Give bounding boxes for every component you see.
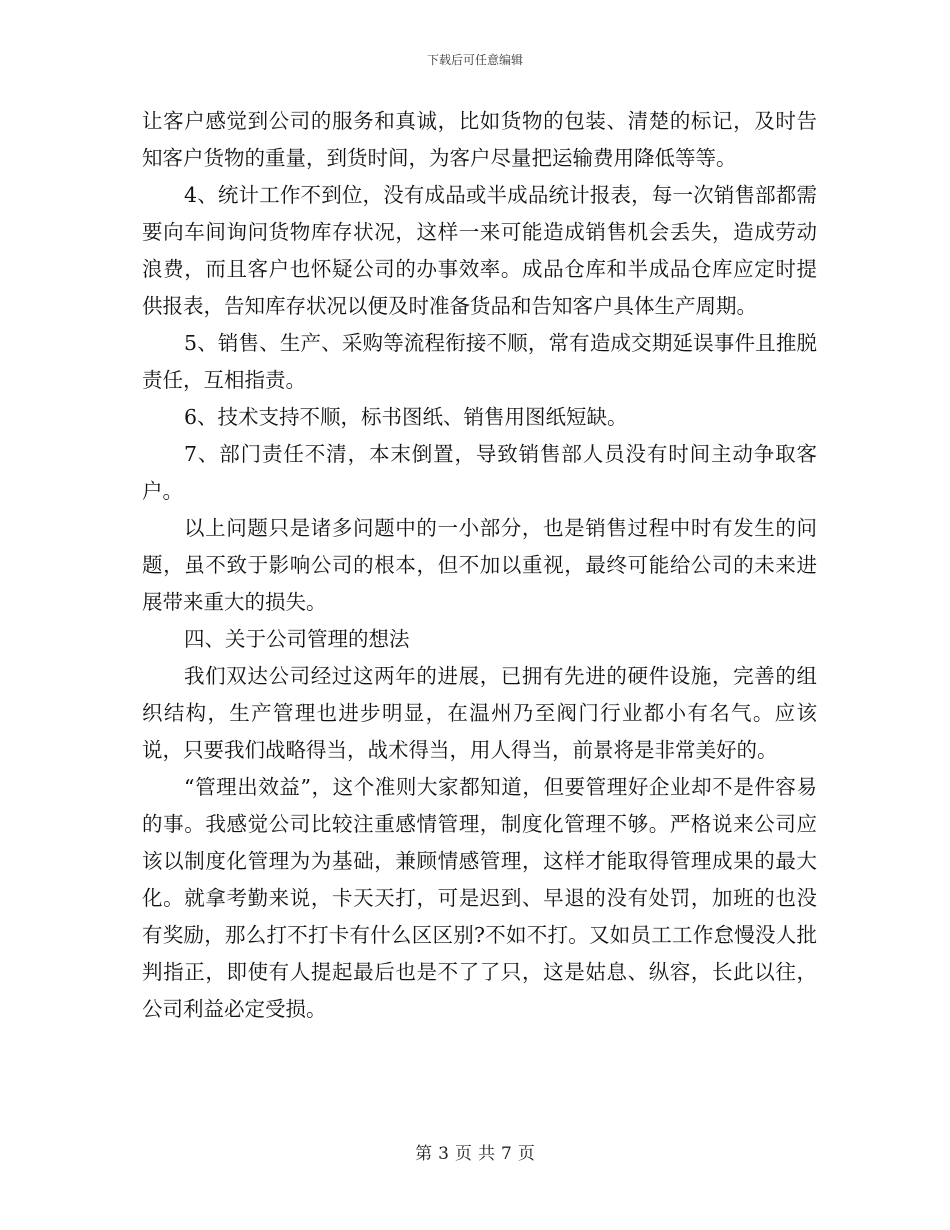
paragraph-item-4: 4、统计工作不到位，没有成品或半成品统计报表，每一次销售部都需要向车间询问货物库存状况，这样一来可能造成销售机会丢失，造成劳动浪费，而且客户也怀疑公司的办事效率。成品仓库和半成品仓库应定时提供报表，告知库存状况以便及时准备货品和告知客户具体生产周期。 — [142, 183, 817, 318]
document-body — [142, 103, 817, 1028]
footer-label-pages-end: 页 — [517, 1144, 535, 1164]
paragraph-continuation: 让客户感觉到公司的服务和真诚，比如货物的包装、清楚的标记，及时告知客户货物的重量，到货时间，为客户尽量把运输费用降低等等。 — [142, 109, 817, 170]
footer-label-of-page: 页 — [455, 1144, 472, 1164]
paragraph-summary: 以上问题只是诸多问题中的一小部分，也是销售过程中时有发生的问题，虽不致于影响公司的根本，但不加以重视，最终可能给公司的未来进展带来重大的损失。 — [142, 516, 817, 614]
download-note: 下载后可任意编辑 — [426, 53, 523, 67]
paragraph-company-progress: 我们双达公司经过这两年的进展，已拥有先进的硬件设施，完善的组织结构，生产管理也进步明显，在温州乃至阀门行业都小有名气。应该说，只要我们战略得当，战术得当，用人得当，前景将是非常美好的。 — [142, 664, 817, 762]
paragraph-item-6: 6、技术支持不顺，标书图纸、销售用图纸短缺。 — [184, 405, 628, 429]
page-footer — [0, 1142, 950, 1166]
section-heading-4: 四、关于公司管理的想法 — [184, 627, 410, 651]
paragraph-item-7: 7、部门责任不清，本末倒置，导致销售部人员没有时间主动争取客户。 — [142, 442, 817, 503]
paragraph-management-benefit: “管理出效益”，这个准则大家都知道，但要管理好企业却不是件容易的事。我感觉公司比较注重感情管理，制度化管理不够。严格说来公司应该以制度化管理为为基础，兼顾情感管理，这样才能取得管理成果的最大化。就拿考勤来说，卡天天打，可是迟到、早退的没有处罚，加班的也没有奖励，那么打不打卡有什么区区别?不如不打。又如员工工作怠慢没人批判指正，即使有人提起最后也是不了了只，这是姑息、纵容，长此以往，公司利益必定受损。 — [142, 775, 817, 1021]
footer-label-total: 共 — [478, 1144, 495, 1164]
footer-current-page: 3 — [438, 1144, 449, 1164]
footer-total-pages: 7 — [501, 1144, 512, 1164]
paragraph-item-5: 5、销售、生产、采购等流程衔接不顺，常有造成交期延误事件且推脱责任，互相指责。 — [142, 331, 817, 392]
footer-label-page: 第 — [415, 1144, 433, 1164]
